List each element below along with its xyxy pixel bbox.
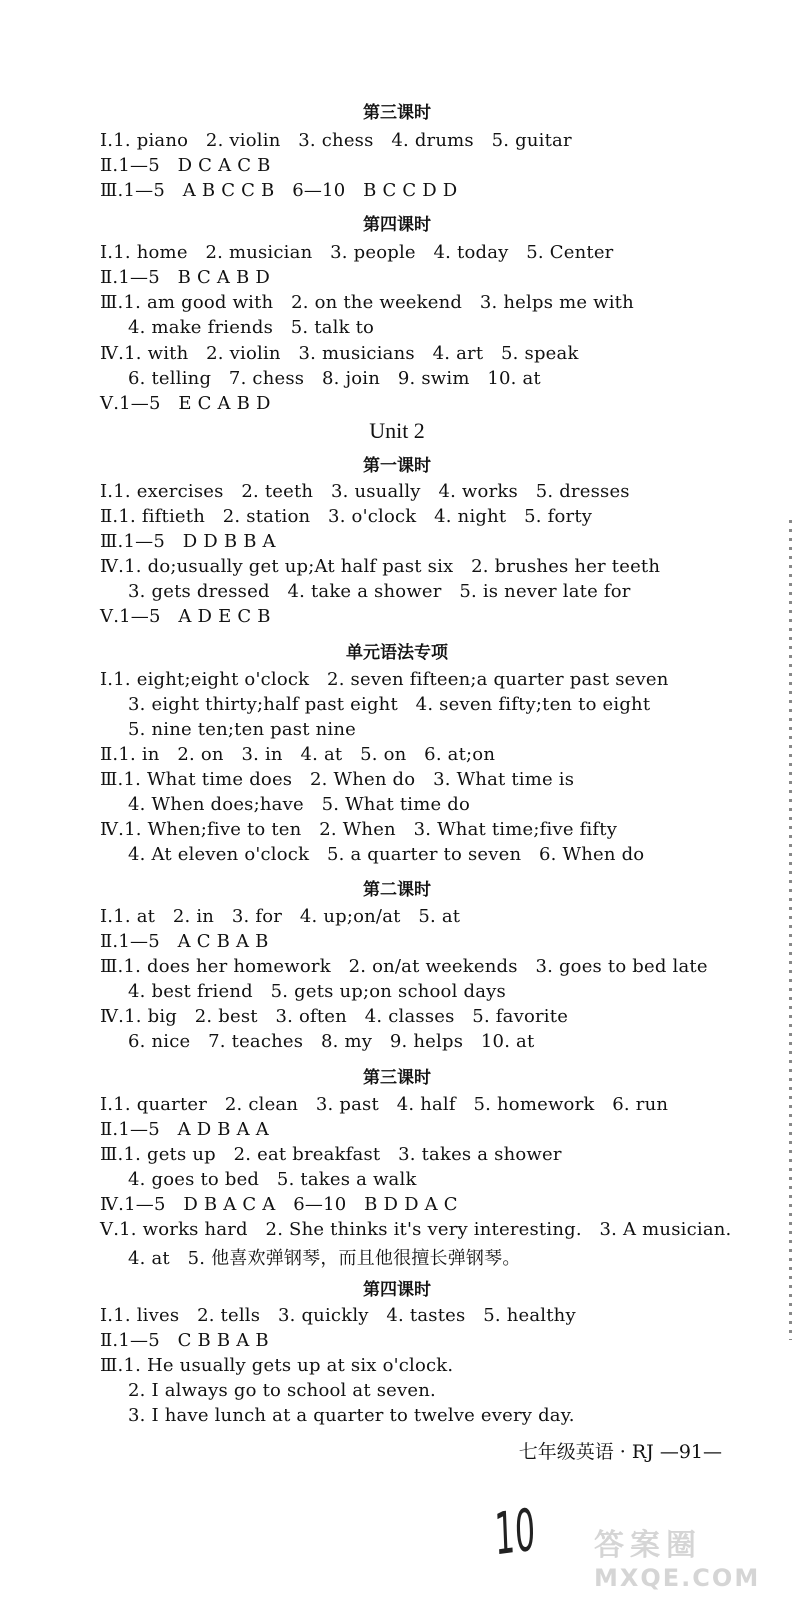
handwritten-page-number: 10 (493, 1495, 537, 1569)
answer-line: Ⅱ.1—5 B C A B D (100, 267, 270, 288)
answer-line: Ⅳ.1. with 2. violin 3. musicians 4. art 5. speak (100, 343, 579, 364)
answer-line: 2. I always go to school at seven. (128, 1380, 436, 1401)
section-heading: 第四课时 (363, 1280, 431, 1300)
answer-line: Ⅲ.1. He usually gets up at six o'clock. (100, 1355, 454, 1376)
answer-line: Ⅰ.1. piano 2. violin 3. chess 4. drums 5. guitar (100, 130, 572, 151)
answer-line: Ⅰ.1. exercises 2. teeth 3. usually 4. works 5. dresses (100, 481, 630, 502)
answer-line: Ⅲ.1. gets up 2. eat breakfast 3. takes a shower (100, 1144, 562, 1165)
unit-title: Unit 2 (369, 418, 425, 443)
answer-line: 4. goes to bed 5. takes a walk (128, 1169, 417, 1190)
answer-line: Ⅳ.1. When;five to ten 2. When 3. What time;five fifty (100, 819, 618, 840)
answer-line: Ⅴ.1. works hard 2. She thinks it's very interesting. 3. A musician. (100, 1219, 732, 1240)
answer-line: Ⅱ.1—5 D C A C B (100, 155, 271, 176)
answer-line: Ⅰ.1. quarter 2. clean 3. past 4. half 5. homework 6. run (100, 1094, 669, 1115)
answer-line: Ⅲ.1—5 A B C C B 6—10 B C C D D (100, 180, 458, 201)
answer-line: Ⅱ.1. fiftieth 2. station 3. o'clock 4. night 5. forty (100, 506, 593, 527)
answer-line: Ⅲ.1. What time does 2. When do 3. What time is (100, 769, 575, 790)
answer-line: Ⅱ.1—5 A C B A B (100, 931, 269, 952)
answer-line: 4. best friend 5. gets up;on school days (128, 981, 506, 1002)
answer-line: Ⅰ.1. eight;eight o'clock 2. seven fifteen;a quarter past seven (100, 669, 669, 690)
section-heading: 第一课时 (363, 456, 431, 476)
answer-line: 3. I have lunch at a quarter to twelve every day. (128, 1405, 575, 1426)
answer-line: Ⅰ.1. lives 2. tells 3. quickly 4. tastes 5. healthy (100, 1305, 576, 1326)
answer-line: Ⅱ.1—5 C B B A B (100, 1330, 269, 1351)
answer-line: Ⅴ.1—5 E C A B D (100, 393, 271, 414)
page-footer: 七年级英语 · RJ —91— (518, 1441, 722, 1463)
binding-edge-dots (789, 520, 792, 1340)
answer-line: 3. eight thirty;half past eight 4. seven fifty;ten to eight (128, 694, 651, 715)
answer-line: Ⅲ.1. am good with 2. on the weekend 3. helps me with (100, 292, 634, 313)
answer-line: Ⅰ.1. at 2. in 3. for 4. up;on/at 5. at (100, 906, 461, 927)
section-heading: 第三课时 (363, 103, 431, 123)
answer-line: Ⅱ.1—5 A D B A A (100, 1119, 269, 1140)
site-watermark (594, 1520, 784, 1592)
answer-line: Ⅳ.1. do;usually get up;At half past six 2. brushes her teeth (100, 556, 661, 577)
answer-line: 3. gets dressed 4. take a shower 5. is never late for (128, 581, 631, 602)
answer-line: Ⅲ.1. does her homework 2. on/at weekends 3. goes to bed late (100, 956, 708, 977)
section-heading: 第三课时 (363, 1068, 431, 1088)
answer-line: 4. at 5. 他喜欢弹钢琴，而且他很擅长弹钢琴。 (128, 1248, 521, 1269)
answer-line: Ⅳ.1—5 D B A C A 6—10 B D D A C (100, 1194, 458, 1215)
answer-line: 6. nice 7. teaches 8. my 9. helps 10. at (128, 1031, 535, 1052)
answer-line: 4. At eleven o'clock 5. a quarter to seven 6. When do (128, 844, 645, 865)
watermark-logo-text: 答案圈 (594, 1528, 702, 1563)
answer-line: Ⅴ.1—5 A D E C B (100, 606, 271, 627)
section-heading: 单元语法专项 (346, 643, 448, 663)
section-heading: 第二课时 (363, 880, 431, 900)
answer-line: Ⅲ.1—5 D D B B A (100, 531, 276, 552)
watermark-domain: MXQE.COM (594, 1564, 761, 1592)
answer-line: 4. make friends 5. talk to (128, 317, 375, 338)
answer-line: Ⅰ.1. home 2. musician 3. people 4. today 5. Center (100, 242, 614, 263)
answer-line: Ⅳ.1. big 2. best 3. often 4. classes 5. favorite (100, 1006, 569, 1027)
answer-line: 6. telling 7. chess 8. join 9. swim 10. at (128, 368, 541, 389)
answer-line: 5. nine ten;ten past nine (128, 719, 356, 740)
section-heading: 第四课时 (363, 215, 431, 235)
answer-line: Ⅱ.1. in 2. on 3. in 4. at 5. on 6. at;on (100, 744, 496, 765)
answer-line: 4. When does;have 5. What time do (128, 794, 471, 815)
